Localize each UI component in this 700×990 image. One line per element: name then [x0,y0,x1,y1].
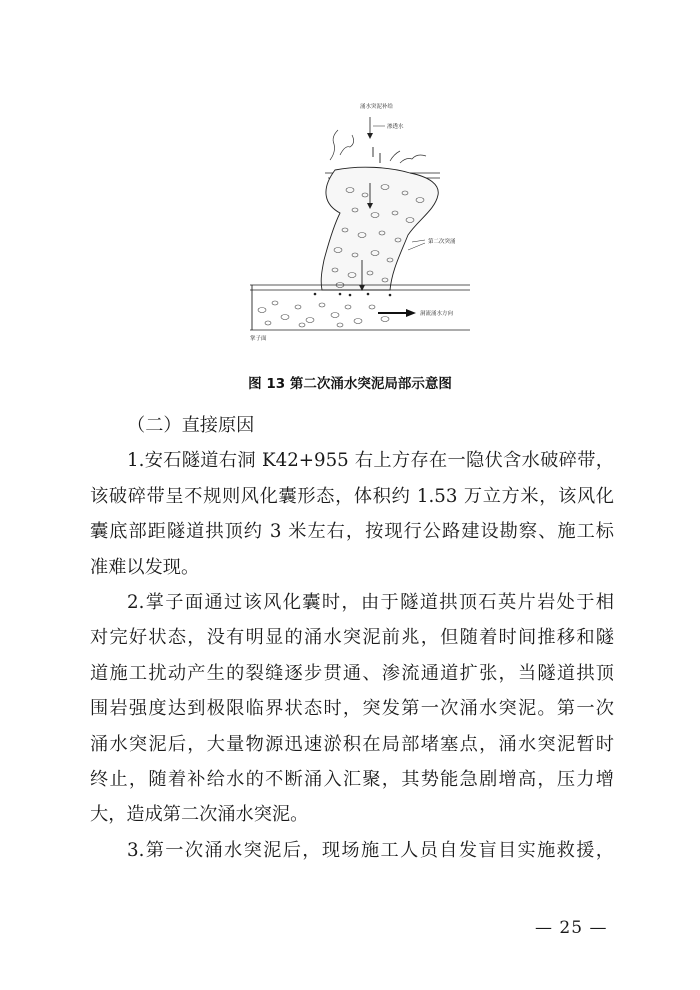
crack-right [400,155,426,163]
p1-line-1: 1.安石隧道右洞 K42+955 右上方存在一隐伏含水破碎带， [127,450,614,472]
body-text [90,408,614,868]
tunnel-debris [258,301,389,327]
p2-line-4: 围岩强度达到极限临界状态时，突发第一次涌水突泥。第一次 [90,698,614,720]
label-flow: 洞流涌水方向 [420,311,454,317]
leader-second [412,240,425,242]
p1-line-3: 囊底部距隧道拱顶约 3 米左右，按现行公路建设勘察、施工标 [90,521,614,543]
p2-line-7: 大，造成第二次涌水突泥。 [90,804,309,826]
p2-line-1: 2.掌子面通过该风化囊时，由于隧道拱顶石英片岩处于相 [127,592,614,614]
crack-mid [340,135,354,155]
p3-line-1: 3.第一次涌水突泥后，现场施工人员自发盲目实施救援， [127,839,614,861]
figure-caption: 图 13 第二次涌水突泥局部示意图 [248,376,452,392]
crack-right-2 [390,151,400,161]
supply-arrowhead [367,133,373,139]
leader-second-2 [408,243,425,250]
p2-line-3: 道施工扰动产生的裂缝逐步贯通、渗流通道扩张，当隧道拱顶 [90,662,614,684]
label-supply: 涌水突泥补给 [360,104,394,110]
flow-arrowhead [406,309,416,317]
p1-line-2: 该破碎带呈不规则风化囊形态，体积约 1.53 万立方米，该风化 [90,485,614,507]
section-heading: （二）直接原因 [127,415,255,436]
p1-line-4: 准难以发现。 [90,556,200,578]
page-number: — 25 — [535,918,608,938]
p2-line-5: 涌水突泥后，大量物源迅速淤积在局部堵塞点，涌水突泥暂时 [90,733,614,755]
crack-left [330,130,338,160]
mud-inrush-diagram [240,95,480,350]
figure-13-diagram [240,95,480,350]
p2-line-6: 终止，随着补给水的不断涌入汇聚，其势能急剧增高，压力增 [90,769,614,791]
p2-line-2: 对完好状态，没有明显的涌水突泥前兆，但随着时间推移和隧 [90,627,614,649]
label-second: 第二次突涌 [428,239,456,245]
label-seepage: 渗透水 [387,124,404,130]
drips [314,293,392,297]
label-face: 掌子面 [250,336,267,342]
weathered-pocket [321,167,438,290]
